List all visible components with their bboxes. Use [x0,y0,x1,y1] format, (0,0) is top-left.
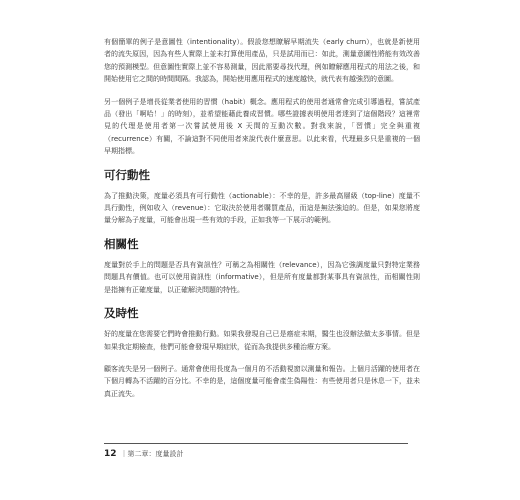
page-body [104,36,420,410]
heading-relevance: 相關性 [104,236,139,251]
page-number: 12 [104,449,117,459]
heading-actionability: 可行動性 [104,167,150,182]
paragraph-relevance: 度量對於手上的問題是否具有資訊性？可稱之為相關性（relevance），因為它強調度量只對特定業務問題具有價值。也可以使用資訊性（informative），但是所有度量都對某事具有資訊性，而相關性則是指擁有正確度量，以正確解決問題的特性。 [104,260,420,294]
paragraph-churn: 顧客流失是另一個例子。通常會使用長度為一個月的不活動視窗以測量和報告。上個月活躍的使用者在下個月轉為不活躍的百分比。不幸的是，這個度量可能會產生偽陽性：有些使用者只是休息一下，並未真正流失。 [104,364,420,398]
paragraph-intentionality: 有個簡單的例子是意圖性（intentionality）。假設您想瞭解早期流失（early churn），也就是新使用者的流失原因，因為有些人實際上並未打算使用產品，只是試用而已：如此，測量意圖性將能有效改善您的預測模型。但意圖性實際上並不容易測量，因此需要尋找代理，例如瞭解應用程式的用法之後，和開始使用它之間的時間間隔。我認為，開始使用應用程式的速度越快，就代表有越強烈的意圖。 [104,38,420,84]
paragraph-timeliness: 好的度量在您需要它們時會推動行動。如果我發現自己已是癌症末期，醫生也沒辦法做太多事情。但是如果我定期檢查，他們可能會發現早期症狀，從而為我提供多種治療方案。 [104,330,420,351]
chapter-title: ｜第二章：度量設計 [120,450,184,458]
paragraph-habit: 另一個例子是增長從業者使用的習慣（habit）概念。應用程式的使用者通常會完成引導過程，嘗試產品（發出「啊哈！」的時刻），並希望能藉此養成習慣。哪些證據表明使用者達到了這個階段？這裡常見的代理是使用者第一次嘗試使用後 X 天間的互動次數。對我來說，「習慣」完全與重複（recurrence）有關，不論這對不同使用者來說代表什麼意思。以此來看，代理最多只是重複的一個早期指標。 [104,97,420,156]
page-footer [104,443,408,459]
heading-timeliness: 及時性 [104,306,139,321]
paragraph-actionability: 為了推動決策，度量必須具有可行動性（actionable）：不幸的是，許多最高層級（top-line）度量不具行動性，例如收入（revenue）：它取決於使用者購買產品，而這是無法強迫的。但是，如果您將度量分解為子度量，可能會出現一些有效的手段，正如我等一下展示的範例。 [104,191,420,225]
